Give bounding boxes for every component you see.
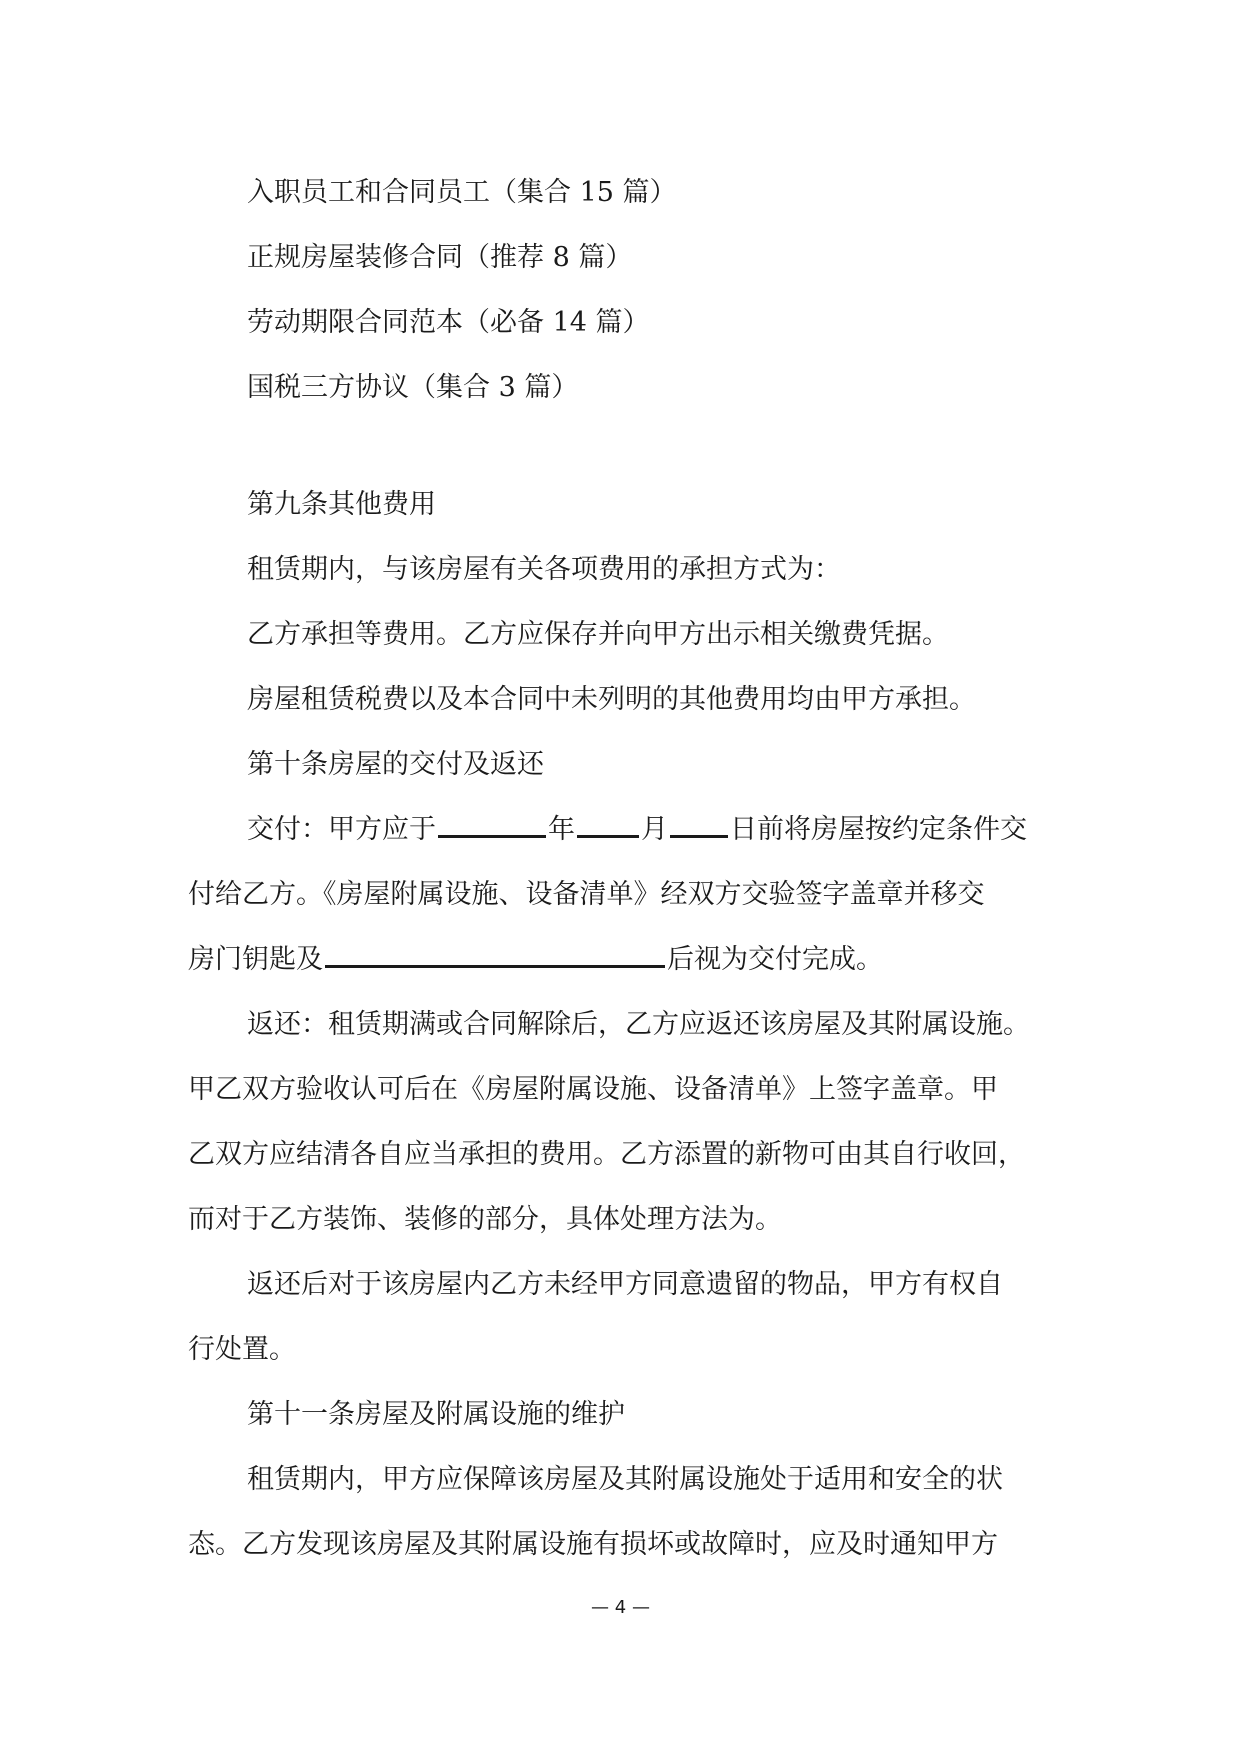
related-link-4[interactable]: 国税三方协议（集合 3 篇） — [247, 372, 579, 403]
related-link-1[interactable]: 入职员工和合同员工（集合 15 篇） — [247, 177, 677, 208]
article-10-heading: 第十条房屋的交付及返还 — [247, 749, 544, 780]
delivery-text-b: 日前将房屋按约定条件交 — [730, 814, 1027, 845]
return-line-3: 乙双方应结清各自应当承担的费用。乙方添置的新物可由其自行收回， — [188, 1139, 1025, 1170]
page-number: — 4 — — [591, 1597, 650, 1618]
article-9-paragraph-2: 乙方承担等费用。乙方应保存并向甲方出示相关缴费凭据。 — [247, 619, 949, 650]
delivery-line-3a: 房门钥匙及 — [188, 944, 323, 975]
article-11-line-1: 租赁期内，甲方应保障该房屋及其附属设施处于适用和安全的状 — [247, 1464, 1003, 1495]
return-line-1: 返还：租赁期满或合同解除后，乙方应返还该房屋及其附属设施。 — [247, 1009, 1030, 1040]
delivery-line-3b: 后视为交付完成。 — [667, 944, 883, 975]
contract-body — [188, 472, 1068, 1577]
delivery-line-1 — [188, 797, 1068, 862]
article-11-heading: 第十一条房屋及附属设施的维护 — [247, 1399, 625, 1430]
delivery-text-a: 交付：甲方应于 — [247, 814, 436, 845]
article-11-line-2: 态。乙方发现该房屋及其附属设施有损坏或故障时，应及时通知甲方 — [188, 1529, 998, 1560]
blank-year — [438, 815, 546, 838]
blank-month — [577, 815, 639, 838]
related-link-2[interactable]: 正规房屋装修合同（推荐 8 篇） — [247, 242, 633, 273]
leftover-line-2: 行处置。 — [188, 1334, 296, 1365]
leftover-line-1: 返还后对于该房屋内乙方未经甲方同意遗留的物品，甲方有权自 — [247, 1269, 1003, 1300]
return-line-4: 而对于乙方装饰、装修的部分，具体处理方法为。 — [188, 1204, 782, 1235]
related-links — [247, 160, 677, 420]
delivery-line-3 — [188, 927, 1068, 992]
return-line-2: 甲乙双方验收认可后在《房屋附属设施、设备清单》上签字盖章。甲 — [188, 1074, 998, 1105]
delivery-line-2: 付给乙方。《房屋附属设施、设备清单》经双方交验签字盖章并移交 — [188, 879, 985, 910]
article-9-heading: 第九条其他费用 — [247, 489, 436, 520]
blank-day — [670, 815, 728, 838]
article-9-paragraph-1: 租赁期内，与该房屋有关各项费用的承担方式为： — [247, 554, 841, 585]
article-9-paragraph-3: 房屋租赁税费以及本合同中未列明的其他费用均由甲方承担。 — [247, 684, 976, 715]
delivery-month-label: 月 — [641, 814, 668, 845]
related-link-3[interactable]: 劳动期限合同范本（必备 14 篇） — [247, 307, 650, 338]
delivery-year-label: 年 — [548, 814, 575, 845]
blank-keys — [325, 945, 665, 968]
